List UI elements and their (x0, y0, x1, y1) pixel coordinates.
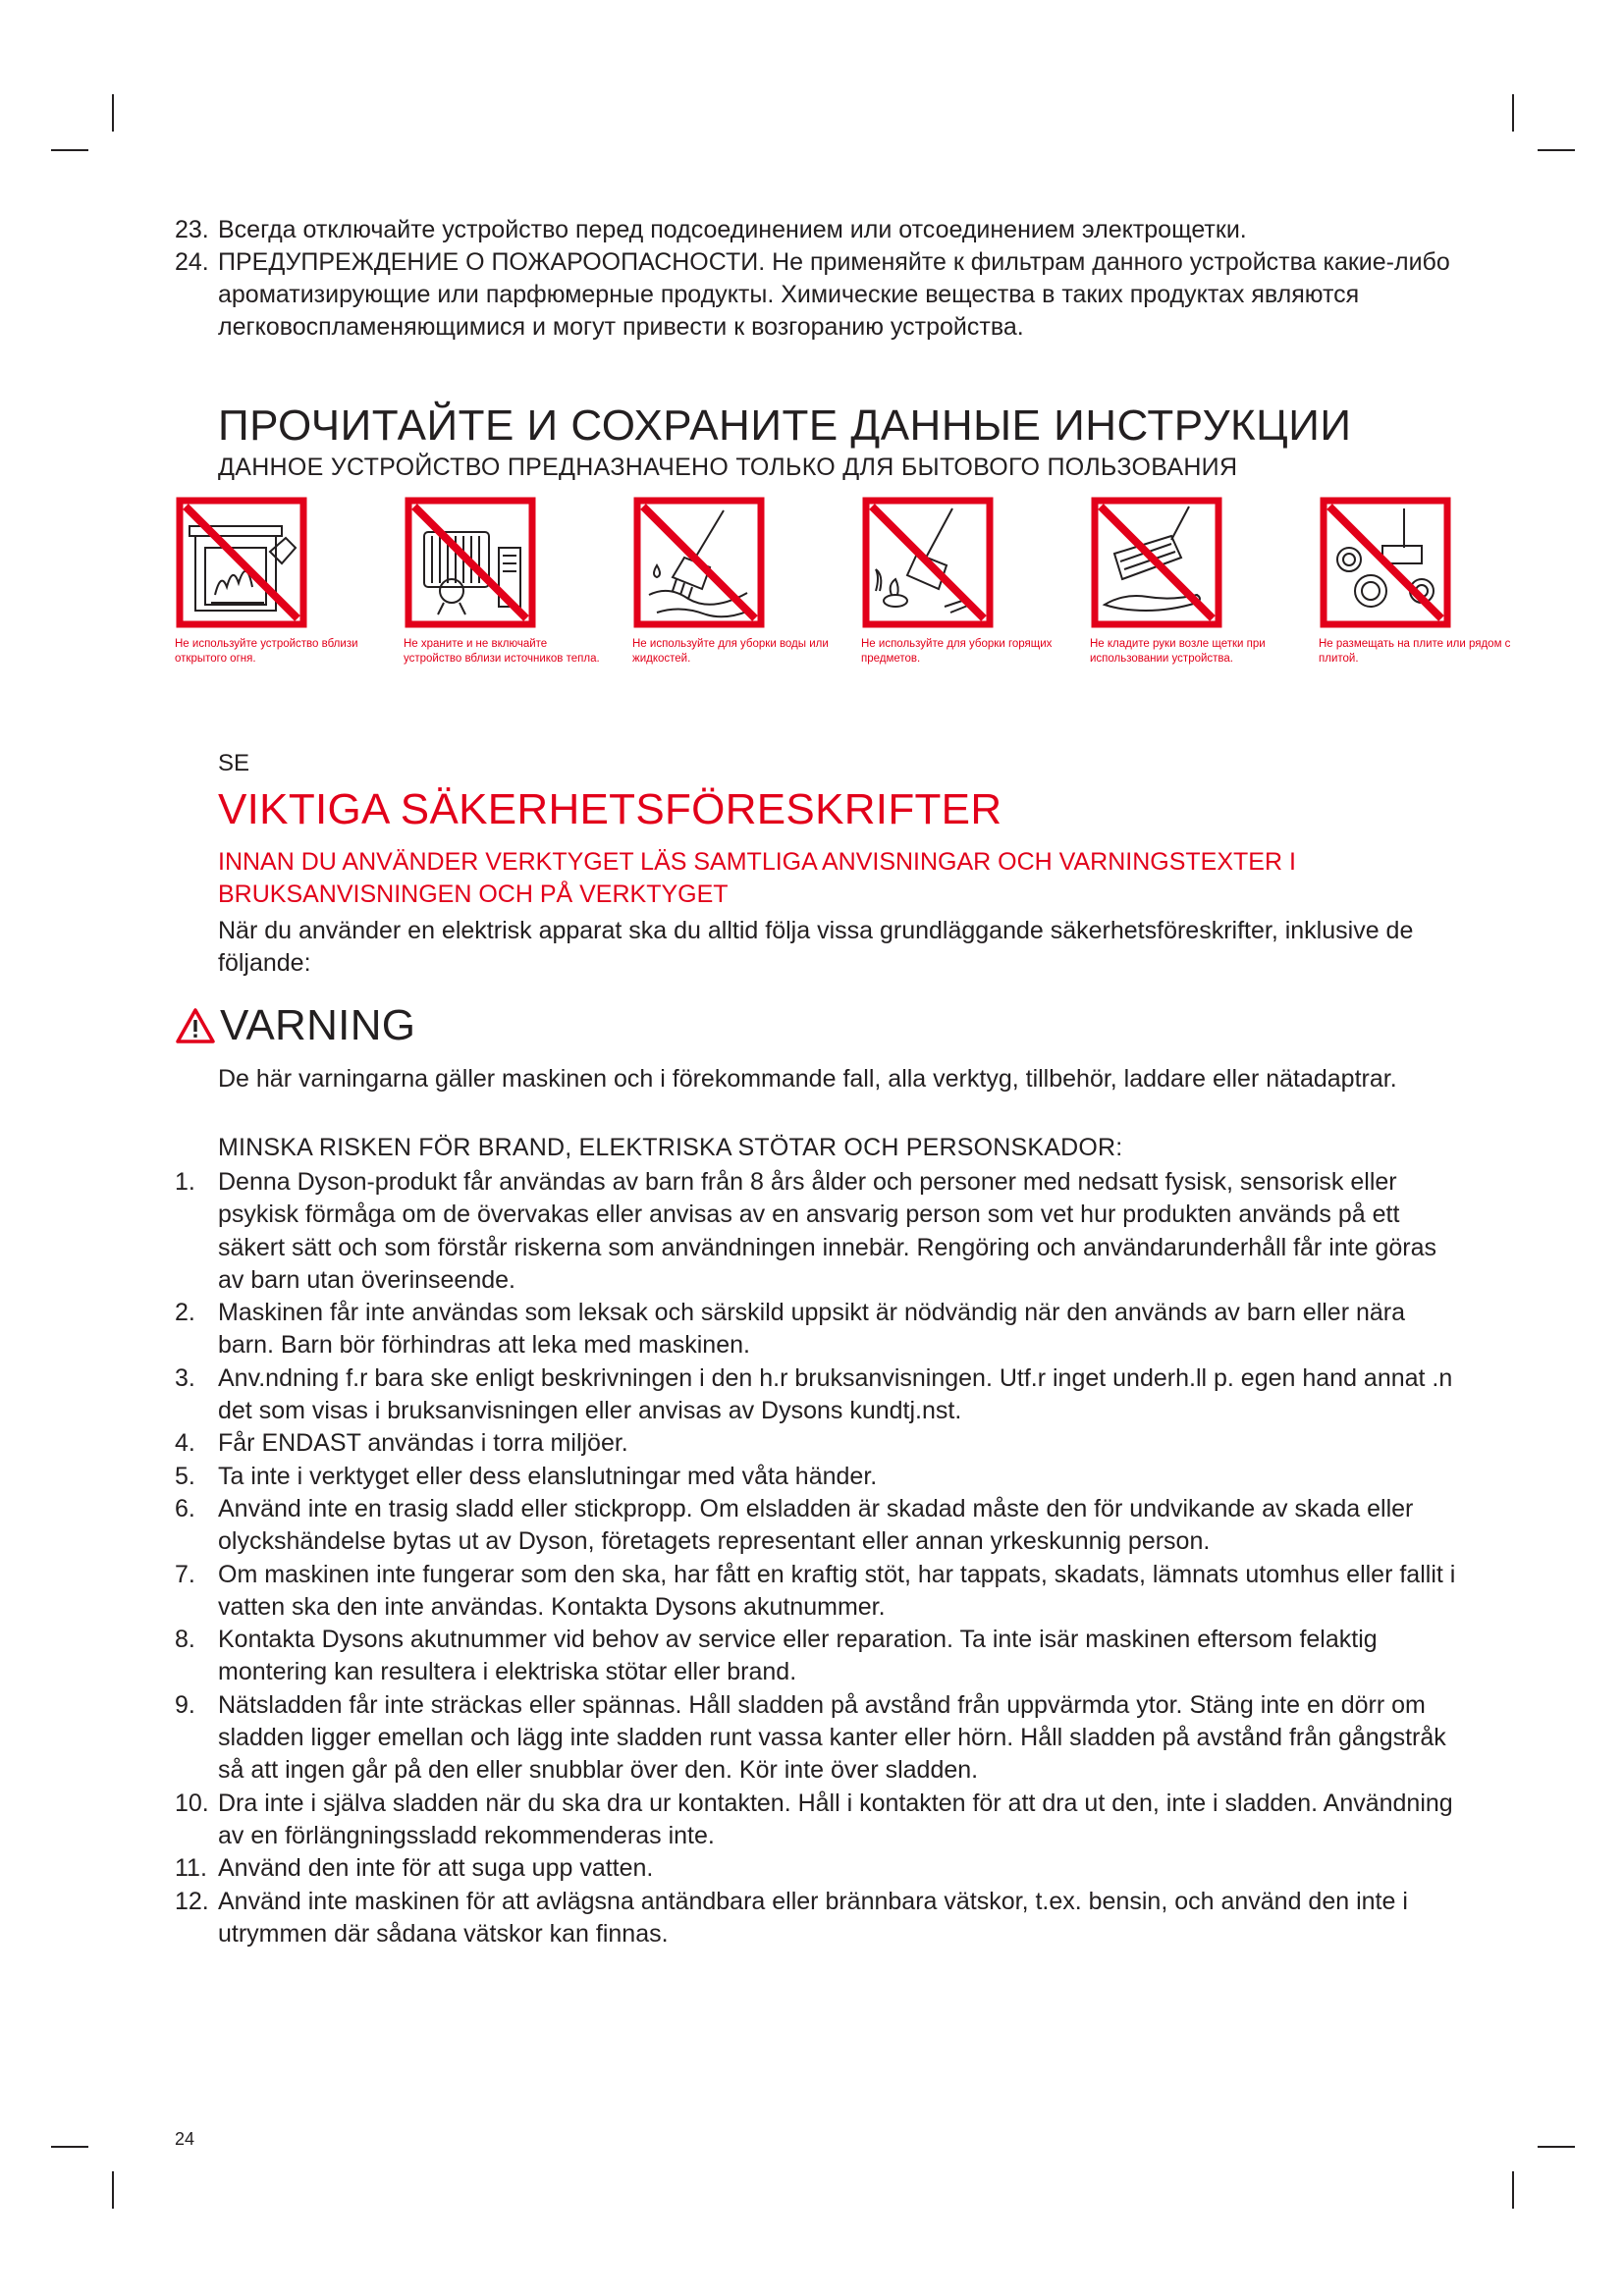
language-code: SE (218, 750, 250, 776)
list-item: 5. Ta inte i verktyget eller dess elanslutningar med våta händer. (175, 1462, 878, 1490)
warning-heading (175, 998, 415, 1053)
page-number: 24 (175, 2129, 195, 2149)
icon-caption: Не храните и не включайте устройство вблизи источников тепла. (404, 638, 600, 665)
crop-mark (1538, 149, 1575, 151)
ru-subtitle: ДАННОЕ УСТРОЙСТВО ПРЕДНАЗНАЧЕНО ТОЛЬКО ДЛЯ БЫТОВОГО ПОЛЬЗОВАНИЯ (218, 454, 1238, 481)
crop-mark (112, 94, 114, 132)
list-item: 7. Om maskinen inte fungerar som den ska, har fått en kraftig stöt, har tappats, skadats, lämnats utomhus eller fallit i vatten ska den inte användas. Kontakta Dysons akutnummer. (175, 1560, 1456, 1621)
water-icon (633, 497, 765, 628)
fireplace-icon (176, 497, 307, 628)
burning-objects-icon (862, 497, 994, 628)
list-item: 24. ПРЕДУПРЕЖДЕНИЕ О ПОЖАРООПАСНОСТИ. Не применяйте к фильтрам данного устройства какие-либо ароматизирующие или парфюмерные продукты. Химические вещества в таких продуктах являются легковоспламеняющимися и могут привести к возгоранию устройства. (175, 248, 1450, 341)
prohibition-item (175, 497, 401, 667)
list-item: 6. Använd inte en trasig sladd eller stickpropp. Om elsladden är skadad måste den för undvikande av skada eller olyckshändelse bytas ut av Dyson, företagets representant eller annan yrkeskunnig person. (175, 1494, 1414, 1556)
warning-intro: De här varningarna gäller maskinen och i förekommande fall, alla verktyg, tillbehör, laddare eller nätadaptrar. (218, 1065, 1397, 1093)
list-item: 2. Maskinen får inte användas som leksak och särskild uppsikt är nödvändig när den används av barn eller nära barn. Barn bör förhindras att leka med maskinen. (175, 1299, 1406, 1360)
crop-mark (1538, 2146, 1575, 2148)
prohibition-icons (175, 497, 1511, 693)
icon-caption: Не используйте для уборки горящих предметов. (861, 638, 1053, 665)
list-item: 23. Всегда отключайте устройство перед подсоединением или отсоединением электрощетки. (175, 216, 1247, 243)
prohibition-item (1090, 497, 1316, 667)
se-subtitle: INNAN DU ANVÄNDER VERKTYGET LÄS SAMTLIGA ANVISNINGAR OCH VARNINGSTEXTER I BRUKSANVISNINGEN OCH PÅ VERKTYGET (218, 848, 1296, 908)
ru-title: ПРОЧИТАЙТЕ И СОХРАНИТЕ ДАННЫЕ ИНСТРУКЦИИ (218, 401, 1352, 450)
crop-mark (1512, 2171, 1514, 2209)
crop-mark (51, 149, 88, 151)
list-item: 9. Nätsladden får inte sträckas eller spännas. Håll sladden på avstånd från uppvärmda ytor. Stäng inte en dörr om sladden ligger emellan och lägg inte sladden runt vassa kanter eller hörn. Håll sladden på avstånd från gångstråk så att ingen går på den eller snubblar över den. Kör inte över sladden. (175, 1690, 1446, 1785)
heater-icon (405, 497, 536, 628)
list-item: 12. Använd inte maskinen för att avlägsna antändbara eller brännbara vätskor, t.ex. bensin, och använd den inte i utrymmen där sådana vätskor kan finnas. (175, 1887, 1408, 1948)
hand-brush-icon (1091, 497, 1222, 628)
list-item: 10. Dra inte i själva sladden när du ska dra ur kontakten. Håll i kontakten för att dra ut den, inte i sladden. Användning av en förlängningssladd rekommenderas inte. (175, 1789, 1453, 1849)
list-item: 8. Kontakta Dysons akutnummer vid behov av service eller reparation. Ta inte isär maskinen eftersom felaktig montering kan resultera i elektriska stötar eller brand. (175, 1626, 1378, 1686)
icon-caption: Не кладите руки возле щетки при использовании устройства. (1090, 638, 1266, 665)
prohibition-item (1319, 497, 1544, 667)
list-item: 11. Använd den inte för att suga upp vatten. (175, 1854, 654, 1883)
warning-subheading: MINSKA RISKEN FÖR BRAND, ELEKTRISKA STÖTAR OCH PERSONSKADOR: (218, 1134, 1123, 1161)
se-intro: När du använder en elektrisk apparat ska du alltid följa vissa grundläggande säkerhetsföreskrifter, inklusive de följande: (218, 917, 1414, 977)
list-item: 1. Denna Dyson-produkt får användas av barn från 8 års ålder och personer med nedsatt fysisk, sensorisk eller psykisk förmåga om de övervakas eller anvisas av en ansvarig person som vet hur produkten används på ett säkert sätt och som förstår riskerna som användningen innebär. Rengöring och användarunderhåll får inte göras av barn utan överinseende. (175, 1168, 1436, 1294)
crop-mark (51, 2146, 88, 2148)
icon-caption: Не используйте для уборки воды или жидкостей. (632, 638, 829, 665)
se-safety-list (175, 1166, 1461, 1950)
warning-title: VARNING (220, 1001, 416, 1049)
icon-caption: Не размещать на плите или рядом с плитой. (1319, 638, 1511, 665)
icon-caption: Не используйте устройство вблизи открытого огня. (175, 638, 358, 665)
crop-mark (112, 2171, 114, 2209)
prohibition-item (861, 497, 1087, 667)
ru-safety-list (175, 214, 1451, 344)
stove-icon (1320, 497, 1451, 628)
list-item: 3. Anv.ndning f.r bara ske enligt beskrivningen i den h.r bruksanvisningen. Utf.r inget underh.ll p. egen hand annat .n det som visas i bruksanvisningen eller anvisas av Dysons kundtj.nst. (175, 1363, 1453, 1425)
se-title: VIKTIGA SÄKERHETSFÖRESKRIFTER (218, 785, 1002, 833)
crop-mark (1512, 94, 1514, 132)
prohibition-item (632, 497, 858, 667)
warning-triangle-icon (175, 1007, 216, 1044)
list-item: 4. Får ENDAST användas i torra miljöer. (175, 1429, 628, 1458)
prohibition-item (404, 497, 629, 667)
